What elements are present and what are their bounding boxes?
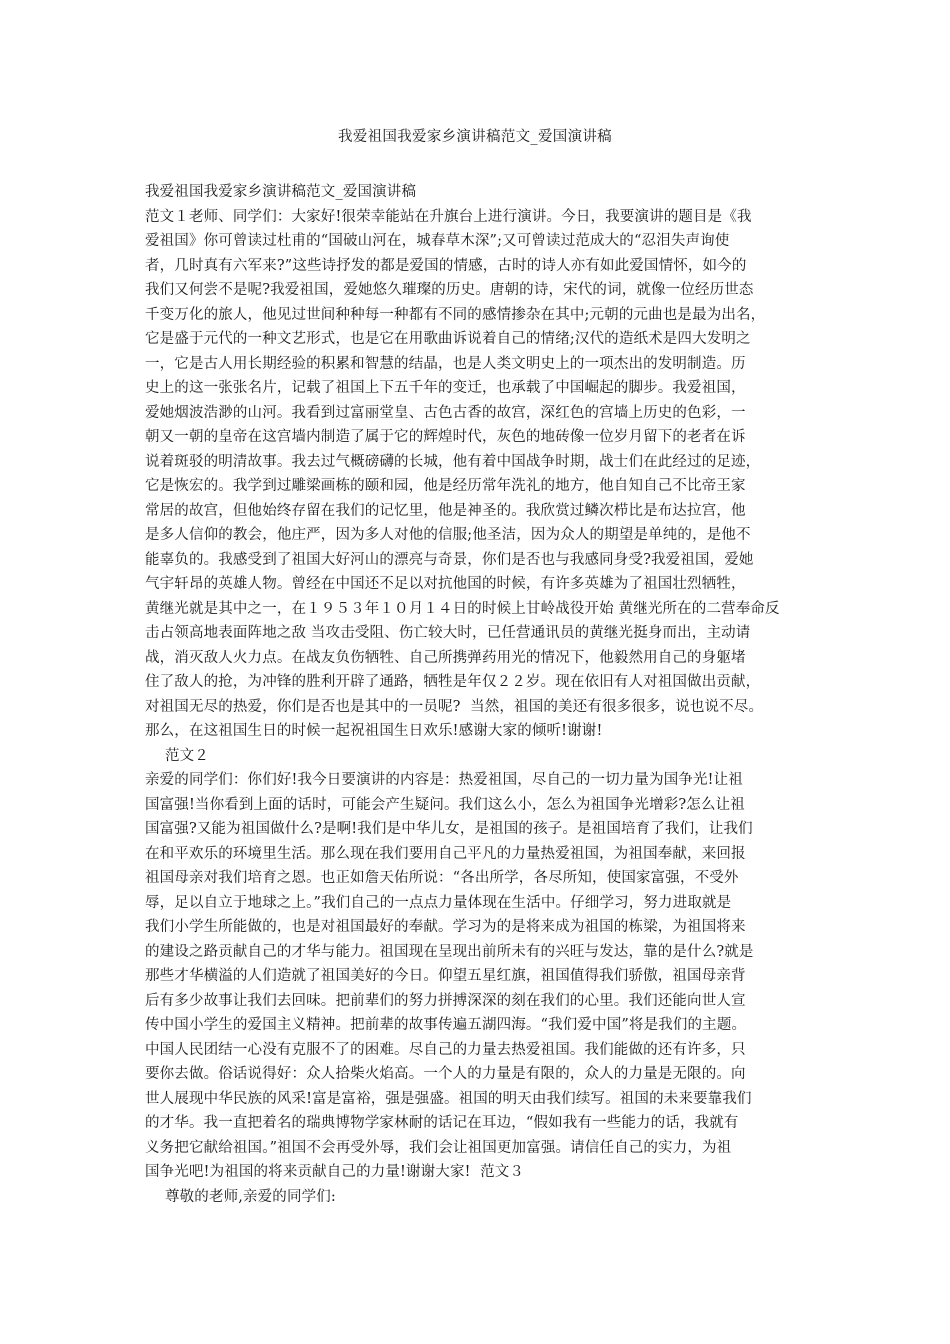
body-line-19: 击占领高地表面阵地之敌 当攻击受阻、伤亡较大时，已任营通讯员的黄继光挺身而出，主动请 <box>145 625 751 641</box>
body-line-41: 国争光吧!为祖国的将来贡献自己的力量!谢谢大家! 范文３ <box>145 1164 525 1180</box>
body-line-1: 我爱祖国我爱家乡演讲稿范文_爱国演讲稿 <box>145 184 417 200</box>
body-line-18: 黄继光就是其中之一，在１９５３年１０月１４日的时候上甘岭战役开始 黄继光所在的二营奉命反 <box>145 600 780 617</box>
body-line-22: 对祖国无尽的热爱，你们是否也是其中的一员呢? 当然，祖国的美还有很多很多，说也说不尽。 <box>145 698 764 715</box>
body-line-14: 常居的故宫，但他始终存留在我们的记忆里，他是神圣的。我欣赏过鳞次栉比是布达拉宫，他 <box>145 502 746 519</box>
body-line-31: 我们小学生所能做的，也是对祖国最好的奉献。学习为的是将来成为祖国的栋梁，为祖国将来 <box>145 919 746 935</box>
body-line-34: 后有多少故事让我们去回味。把前辈们的努力拼搏深深的刻在我们的心里。我们还能向世人宣 <box>145 992 746 1009</box>
body-line-21: 住了敌人的抢，为冲锋的胜利开辟了通路，牺牲是年仅２２岁。现在依旧有人对祖国做出贡献， <box>145 674 761 690</box>
body-line-10: 爱她烟波浩渺的山河。我看到过富丽堂皇、古色古香的故宫，深红色的宫墙上历史的色彩，一 <box>145 404 746 421</box>
document-body <box>145 180 835 1209</box>
body-line-32: 的建设之路贡献自己的才华与能力。祖国现在呈现出前所未有的兴旺与发达，靠的是什么?就是 <box>145 943 754 960</box>
body-line-13: 它是恢宏的。我学到过雕梁画栋的颐和园，他是经历常年洗礼的地方，他自知自己不比帝王家 <box>145 478 746 494</box>
body-line-9: 史上的这一张张名片，记载了祖国上下五千年的变迁，也承载了中国崛起的脚步。我爱祖国， <box>145 380 746 396</box>
body-line-15: 是多人信仰的教会，他庄严，因为多人对他的信服;他圣洁，因为众人的期望是单纯的，是他不 <box>145 527 751 543</box>
body-line-7: 它是盛于元代的一种文艺形式，也是它在用歌曲诉说着自己的情绪;汉代的造纸术是四大发明之 <box>145 331 751 347</box>
body-line-38: 世人展现中华民族的风采!富是富裕，强是强盛。祖国的明天由我们续写。祖国的未来要靠我们 <box>145 1090 752 1107</box>
body-line-33: 那些才华横溢的人们造就了祖国美好的今日。仰望五星红旗，祖国值得我们骄傲，祖国母亲背 <box>145 968 746 984</box>
body-line-26: 国富强!当你看到上面的话时，可能会产生疑问。我们这么小，怎么为祖国争光增彩?怎么让祖 <box>145 796 745 813</box>
body-line-30: 辱，足以自立于地球之上。”我们自己的一点点力量体现在生活中。仔细学习，努力进取就是 <box>145 894 732 911</box>
body-line-11: 朝又一朝的皇帝在这宫墙内制造了属于它的辉煌时代，灰色的地砖像一位岁月留下的老者在诉 <box>145 429 746 445</box>
body-line-27: 国富强?又能为祖国做什么?是啊!我们是中华儿女，是祖国的孩子。是祖国培育了我们，让我们 <box>145 821 753 837</box>
document-title: 我爱祖国我爱家乡演讲稿范文_爱国演讲稿 <box>338 129 612 145</box>
body-line-36: 中国人民团结一心没有克服不了的困难。尽自己的力量去热爱祖国。我们能做的还有许多，只 <box>145 1041 746 1058</box>
body-line-16: 能辜负的。我感受到了祖国大好河山的漂亮与奇景，你们是否也与我感同身受?我爱祖国，爱她 <box>145 551 754 568</box>
body-line-2: 范文１老师、同学们：大家好!很荣幸能站在升旗台上进行演讲。今日，我要演讲的题目是《我 <box>145 208 752 225</box>
body-line-5: 我们又何尝不是呢?我爱祖国，爱她悠久璀璨的历史。唐朝的诗，宋代的词，就像一位经历世态 <box>145 282 754 298</box>
body-line-4: 者，几时真有六军来?”这些诗抒发的都是爱国的情感，古时的诗人亦有如此爱国情怀，如今的 <box>145 257 747 274</box>
body-line-8: 一，它是古人用长期经验的积累和智慧的结晶，也是人类文明史上的一项杰出的发明制造。历 <box>145 355 746 372</box>
body-line-42: 尊敬的老师,亲爱的同学们: <box>165 1188 336 1205</box>
body-line-20: 战，消灭敌人火力点。在战友负伤牺牲、自己所携弹药用光的情况下，他毅然用自己的身躯堵 <box>145 649 746 666</box>
body-line-3: 爱祖国》你可曾读过杜甫的“国破山河在，城春草木深”;又可曾读过范成大的“忍泪失声询使 <box>145 233 730 249</box>
body-line-39: 的才华。我一直把着名的瑞典博物学家林耐的话记在耳边，“假如我有一些能力的话，我就有 <box>145 1115 739 1131</box>
body-line-25: 亲爱的同学们：你们好!我今日要演讲的内容是：热爱祖国，尽自己的一切力量为国争光!让祖 <box>145 772 743 788</box>
body-line-12: 说着斑驳的明清故事。我去过气概磅礴的长城，他有着中国战争时期，战士们在此经过的足迹， <box>145 453 761 470</box>
section-heading-2: 范文２ <box>165 747 209 764</box>
body-line-28: 在和平欢乐的环境里生活。那么现在我们要用自己平凡的力量热爱祖国，为祖国奉献，来回报 <box>145 845 746 862</box>
body-line-23: 那么，在这祖国生日的时候一起祝祖国生日欢乐!感谢大家的倾听!谢谢! <box>145 723 603 739</box>
body-line-40: 义务把它献给祖国。”祖国不会再受外辱，我们会让祖国更加富强。请信任自己的实力，为祖 <box>145 1139 732 1156</box>
body-line-17: 气宇轩昂的英雄人物。曾经在中国还不足以对抗他国的时候，有许多英雄为了祖国壮烈牺牲， <box>145 576 746 592</box>
body-line-29: 祖国母亲对我们培育之恩。也正如詹天佑所说：“各出所学，各尽所知，使国家富强，不受外 <box>145 870 739 886</box>
body-line-37: 要你去做。俗话说得好：众人拾柴火焰高。一个人的力量是有限的，众人的力量是无限的。向 <box>145 1066 746 1082</box>
body-line-35: 传中国小学生的爱国主义精神。把前辈的故事传遍五湖四海。“我们爱中国”将是我们的主题。 <box>145 1017 747 1033</box>
body-line-6: 千变万化的旅人，他见过世间种种每一种都有不同的感情掺杂在其中;元朝的元曲也是最为出名， <box>145 306 766 323</box>
